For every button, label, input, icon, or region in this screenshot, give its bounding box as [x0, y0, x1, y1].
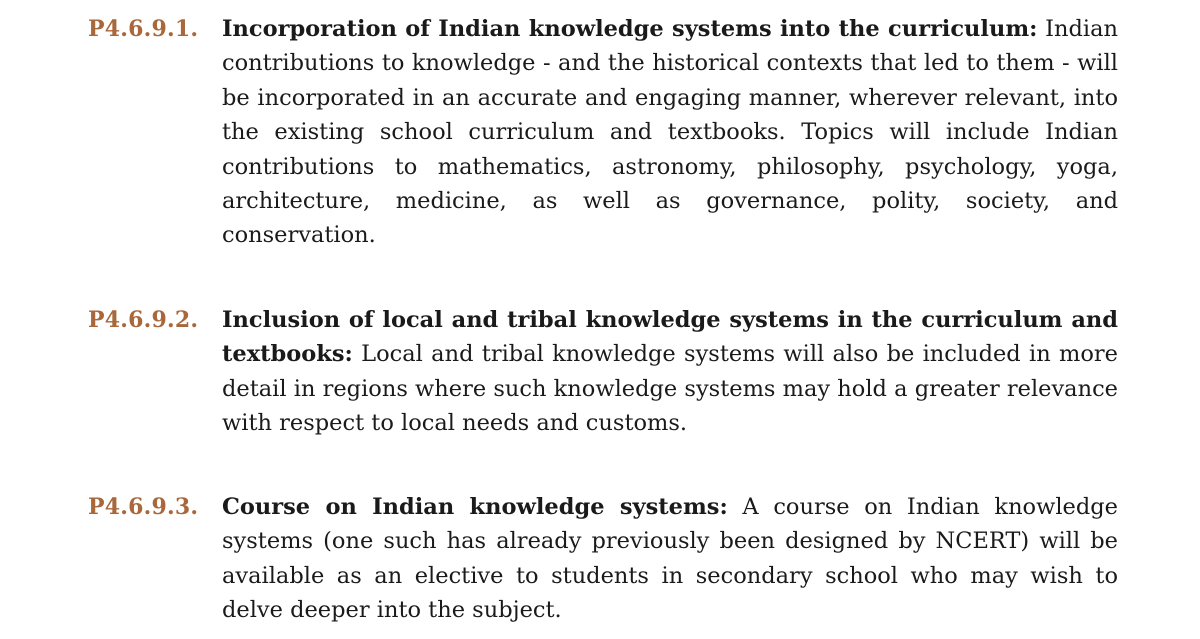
- clause-text: Indian contributions to knowledge - and the historical contexts that led to them - will be incorporated in an accurate and engaging manner, wherever relevant, into the existing school curriculum and textbooks. Topics will include Indian contributions to mathematics, astronomy, philosophy, psychology, yoga, architecture, medicine, as well as governance, polity, society, and conservation.: [222, 16, 1118, 249]
- clause-number: P4.6.9.3.: [88, 494, 199, 520]
- clause-number: P4.6.9.1.: [88, 16, 199, 42]
- clause-number: P4.6.9.2.: [88, 307, 199, 333]
- clause-text: Local and tribal knowledge systems will also be included in more detail in regions where such knowledge systems may hold a greater relevance with respect to local needs and customs.: [222, 341, 1118, 437]
- clause-heading: Incorporation of Indian knowledge systems into the curriculum:: [222, 16, 1038, 42]
- clause-text: A course on Indian knowledge systems (one such has already previously been designed by NCERT) will be available as an elective to students in secondary school who may wish to delve deeper into the subject.: [222, 494, 1118, 624]
- clause-body: [222, 490, 1118, 628]
- clause-heading: Inclusion of local and tribal knowledge systems in the curriculum and textbooks:: [222, 307, 1118, 368]
- clause-body: [222, 303, 1118, 441]
- clause-body: [222, 12, 1118, 253]
- clause-heading: Course on Indian knowledge systems:: [222, 494, 728, 520]
